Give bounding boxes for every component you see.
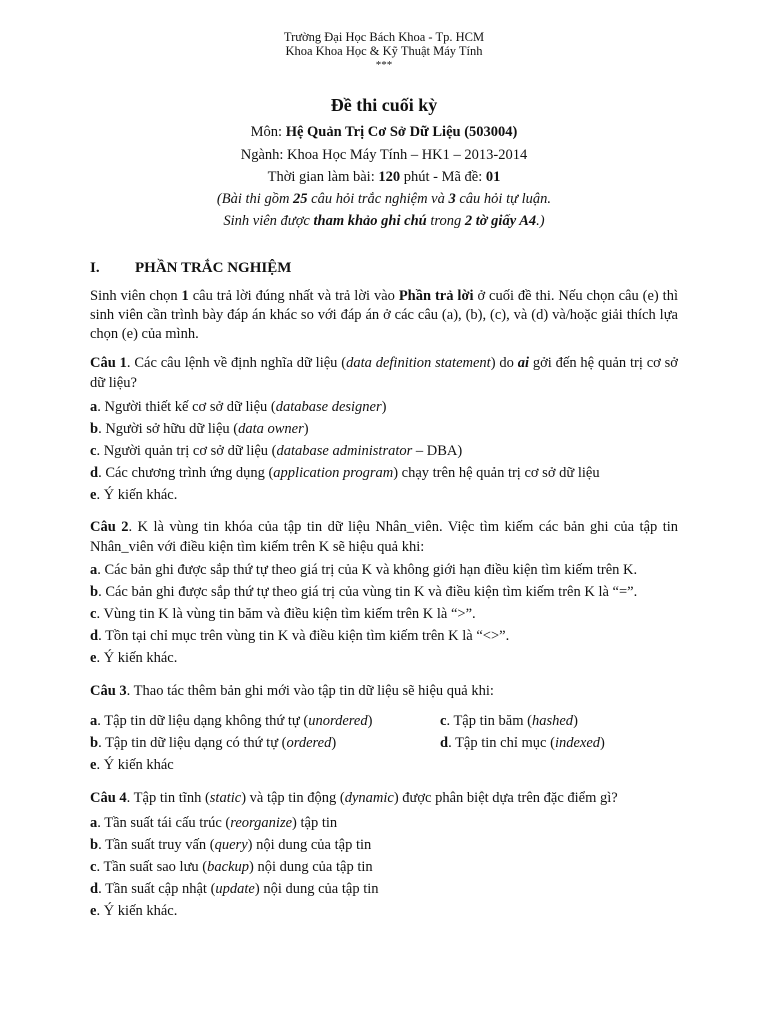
- q3-option-e: e. Ý kiến khác: [90, 757, 174, 773]
- instructions-paragraph: Sinh viên chọn 1 câu trả lời đúng nhất và trả lời vào Phần trả lời ở cuối đề thi. Nếu chọn câu (e) thì sinh viên cần trình bày đáp án khác so với đáp án ở các câu (a), (b), (c), và (d) và/hoặc giải thích lựa chọn (e) của mình.: [90, 288, 678, 342]
- q1-option-e: e. Ý kiến khác.: [90, 487, 178, 503]
- question-4: Câu 4. Tập tin tĩnh (static) và tập tin động (dynamic) được phân biệt dựa trên đặc điểm gì?: [90, 790, 618, 806]
- q2-option-b: b. Các bản ghi được sắp thứ tự theo giá trị của vùng tin K và điều kiện tìm kiếm trên K là “=”.: [90, 584, 638, 600]
- q2-option-e: e. Ý kiến khác.: [90, 650, 178, 666]
- q4-option-e: e. Ý kiến khác.: [90, 903, 178, 919]
- q2-option-a: a. Các bản ghi được sắp thứ tự theo giá trị của K và không giới hạn điều kiện tìm kiếm trên K.: [90, 562, 638, 578]
- q3-option-d: d. Tập tin chỉ mục (indexed): [440, 735, 605, 751]
- q2-option-c: c. Vùng tin K là vùng tin băm và điều kiện tìm kiếm trên K là “>”.: [90, 606, 476, 622]
- university-name: Trường Đại Học Bách Khoa - Tp. HCM: [283, 30, 485, 44]
- subject-line: Môn: Hệ Quản Trị Cơ Sở Dữ Liệu (503004): [250, 124, 518, 140]
- q1-option-d: d. Các chương trình ứng dụng (application program) chạy trên hệ quản trị cơ sở dữ liệu: [90, 465, 600, 481]
- question-2: Câu 2. K là vùng tin khóa của tập tin dữ liệu Nhân_viên. Việc tìm kiếm các bản ghi của tập tin Nhân_viên với điều kiện tìm kiếm trên K sẽ hiệu quả khi:: [90, 519, 678, 555]
- q3-option-a: a. Tập tin dữ liệu dạng không thứ tự (unordered): [90, 713, 373, 729]
- question-1: Câu 1. Các câu lệnh về định nghĩa dữ liệu (data definition statement) do ai gởi đến hệ quản trị cơ sở dữ liệu?: [90, 355, 678, 391]
- exam-title: Đề thi cuối kỳ: [330, 95, 438, 115]
- q4-option-a: a. Tần suất tái cấu trúc (reorganize) tập tin: [90, 815, 338, 831]
- header-separator: ***: [375, 59, 393, 71]
- q1-option-a: a. Người thiết kế cơ sở dữ liệu (database designer): [90, 399, 387, 415]
- exam-note-1: (Bài thi gồm 25 câu hỏi trắc nghiệm và 3 câu hỏi tự luận.: [216, 191, 552, 207]
- exam-note-2: Sinh viên được tham khảo ghi chú trong 2 tờ giấy A4.): [223, 213, 545, 229]
- q3-option-b: b. Tập tin dữ liệu dạng có thứ tự (ordered): [90, 735, 337, 751]
- faculty-name: Khoa Khoa Học & Kỹ Thuật Máy Tính: [285, 44, 483, 58]
- q4-option-c: c. Tần suất sao lưu (backup) nội dung của tập tin: [90, 859, 373, 875]
- q2-option-d: d. Tồn tại chỉ mục trên vùng tin K và điều kiện tìm kiếm trên K là “<>”.: [90, 628, 510, 644]
- q1-option-b: b. Người sở hữu dữ liệu (data owner): [90, 421, 309, 437]
- section-heading: I. PHẦN TRẮC NGHIỆM: [90, 260, 292, 276]
- question-3: Câu 3. Thao tác thêm bản ghi mới vào tập tin dữ liệu sẽ hiệu quả khi:: [90, 683, 494, 699]
- major-line: Ngành: Khoa Học Máy Tính – HK1 – 2013-2014: [240, 147, 528, 163]
- time-line: Thời gian làm bài: 120 phút - Mã đề: 01: [267, 169, 501, 185]
- q1-option-c: c. Người quản trị cơ sở dữ liệu (database administrator – DBA): [90, 443, 463, 459]
- q4-option-b: b. Tần suất truy vấn (query) nội dung của tập tin: [90, 837, 372, 853]
- q3-option-c: c. Tập tin băm (hashed): [440, 713, 578, 729]
- q4-option-d: d. Tần suất cập nhật (update) nội dung của tập tin: [90, 881, 379, 897]
